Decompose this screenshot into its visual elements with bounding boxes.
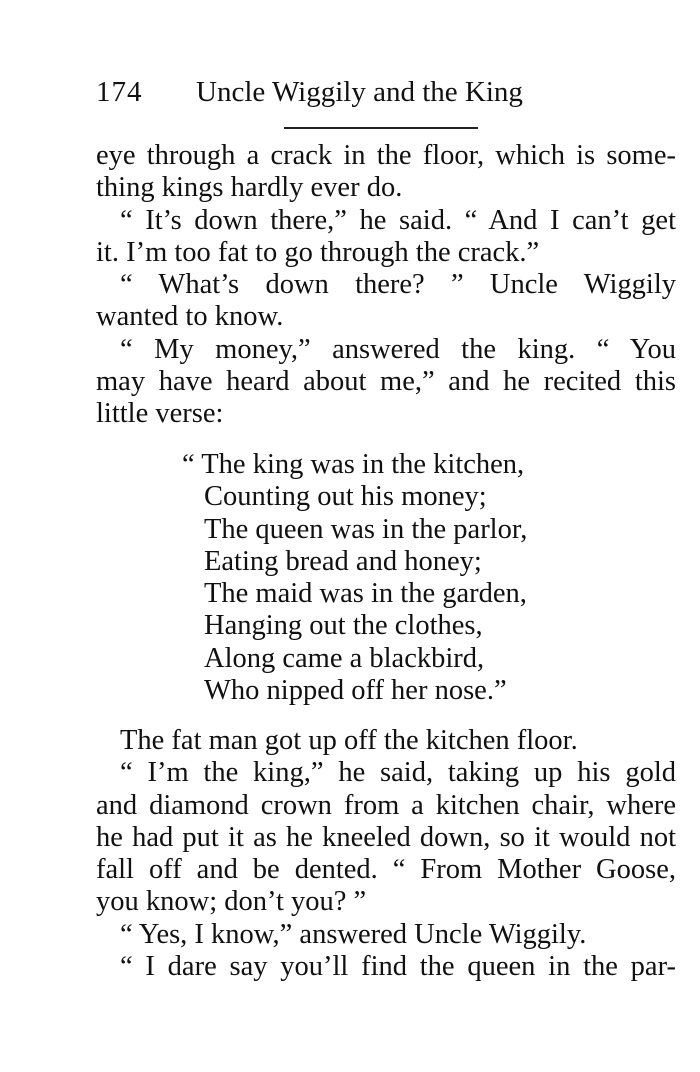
text-line: and diamond crown from a kitchen chair, where — [96, 789, 676, 821]
verse-line: Who nipped off her nose.” — [204, 675, 507, 707]
text-line: “ Yes, I know,” answered Uncle Wiggily. — [120, 918, 587, 950]
verse-line: Counting out his money; — [204, 481, 487, 513]
text-line: you know; don’t you? ” — [96, 886, 367, 918]
text-line: “ I’m the king,” he said, taking up his gold — [120, 757, 676, 789]
prose-before-verse — [96, 140, 676, 431]
header-rule — [284, 127, 478, 129]
verse-line: Hanging out the clothes, — [204, 610, 483, 642]
text-line: “ My money,” answered the king. “ You — [120, 333, 676, 365]
prose-after-verse — [96, 725, 676, 983]
text-line: The fat man got up off the kitchen floor. — [120, 725, 578, 756]
page-header — [96, 76, 616, 116]
verse-line: Along came a blackbird, — [204, 642, 485, 674]
text-line: he had put it as he kneeled down, so it would not — [96, 821, 676, 853]
text-line: “ It’s down there,” he said. “ And I can’t get — [120, 204, 676, 236]
text-line: may have heard about me,” and he recited this — [96, 366, 676, 398]
text-line: little verse: — [96, 398, 224, 430]
nursery-rhyme-verse — [182, 449, 602, 707]
verse-line: Eating bread and honey; — [204, 545, 482, 577]
text-line: it. I’m too fat to go through the crack.” — [96, 236, 540, 268]
page-number: 174 — [96, 76, 143, 108]
running-title: Uncle Wiggily and the King — [196, 76, 523, 108]
text-line: wanted to know. — [96, 301, 284, 333]
text-line: thing kings hardly ever do. — [96, 172, 403, 204]
verse-line: “ The king was in the kitchen, — [182, 449, 525, 480]
text-line: fall off and be dented. “ From Mother Goose, — [96, 854, 676, 886]
verse-line: The queen was in the parlor, — [204, 513, 528, 545]
text-line: “ What’s down there? ” Uncle Wiggily — [120, 269, 676, 301]
text-line: eye through a crack in the floor, which is some- — [96, 140, 676, 171]
verse-line: The maid was in the garden, — [204, 578, 527, 610]
text-line: “ I dare say you’ll find the queen in the par- — [120, 951, 676, 983]
